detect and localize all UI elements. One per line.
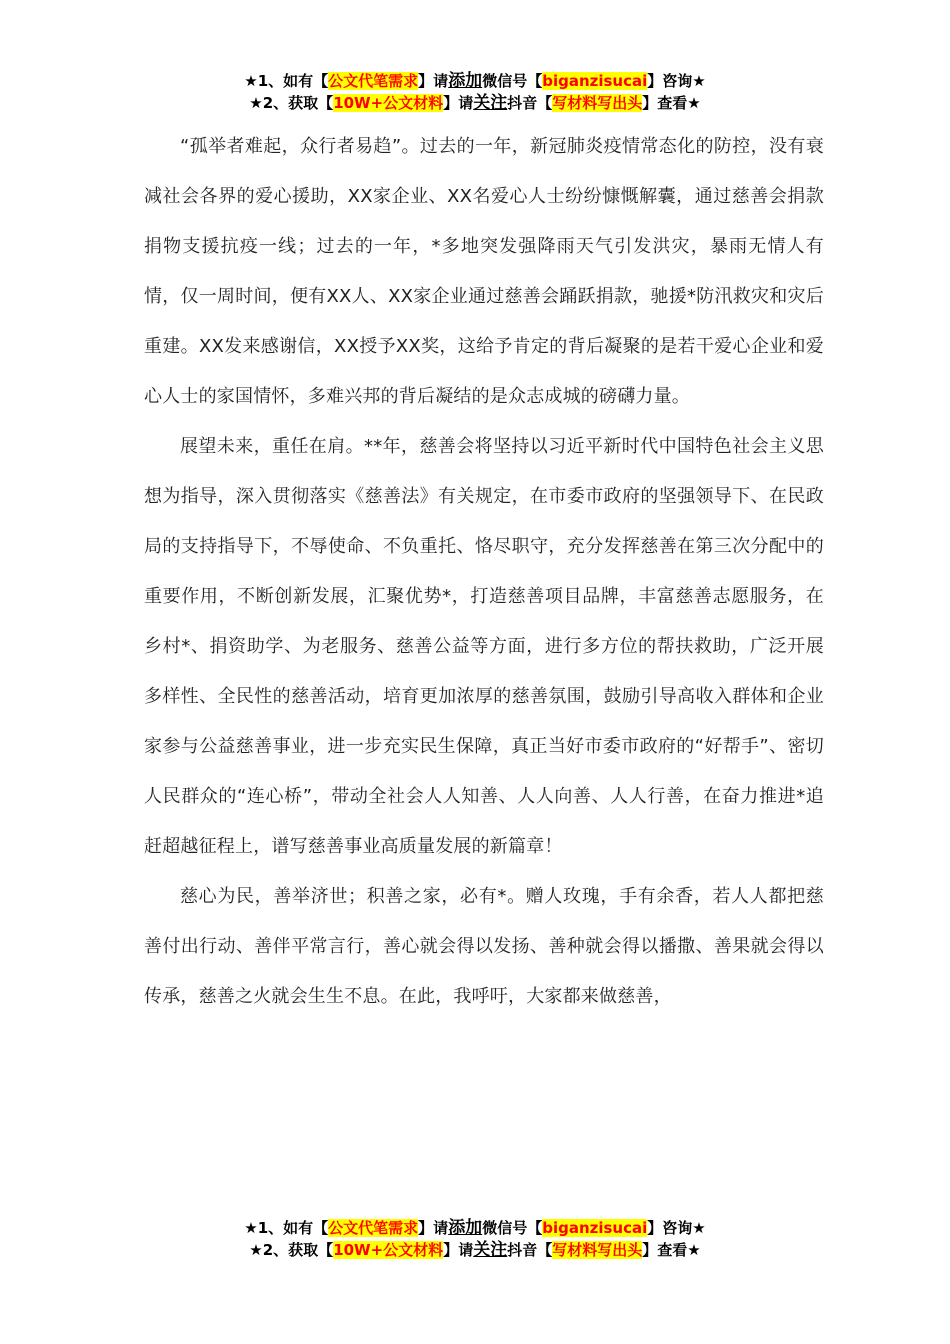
banner-text: 】查看★ <box>642 94 701 112</box>
banner-emphasis: 添加 <box>448 1218 483 1238</box>
banner-line-1 <box>0 70 950 92</box>
banner-text: 】请 <box>443 1241 474 1259</box>
banner-text: 】咨询★ <box>647 1219 706 1237</box>
document-body <box>144 122 824 1022</box>
banner-text: ★2、获取【 <box>249 94 334 112</box>
banner-line-2 <box>0 1239 950 1261</box>
footer-banner <box>0 1217 950 1261</box>
banner-text: ★2、获取【 <box>249 1241 334 1259</box>
highlight-ghostwriting: 公文代笔需求 <box>328 1219 419 1237</box>
banner-text: 微信号【 <box>482 1219 543 1237</box>
highlight-wechat-id: biganzisucai <box>542 72 648 90</box>
banner-text: ★1、如有【 <box>244 1219 329 1237</box>
banner-text: 】咨询★ <box>647 72 706 90</box>
banner-line-2 <box>0 92 950 114</box>
highlight-wechat-id: biganzisucai <box>542 1219 648 1237</box>
highlight-materials: 10W+公文材料 <box>333 1241 444 1259</box>
banner-text: 抖音【 <box>507 94 553 112</box>
highlight-ghostwriting: 公文代笔需求 <box>328 72 419 90</box>
banner-text: 】查看★ <box>642 1241 701 1259</box>
highlight-douyin-account: 写材料写出头 <box>552 1241 643 1259</box>
banner-emphasis: 关注 <box>473 1240 508 1260</box>
banner-text: 】请 <box>443 94 474 112</box>
banner-line-1 <box>0 1217 950 1239</box>
banner-emphasis: 关注 <box>473 93 508 113</box>
header-banner <box>0 70 950 114</box>
banner-text: 】请 <box>418 72 449 90</box>
banner-text: 抖音【 <box>507 1241 553 1259</box>
highlight-douyin-account: 写材料写出头 <box>552 94 643 112</box>
banner-text: ★1、如有【 <box>244 72 329 90</box>
paragraph-1: “孤举者难起，众行者易趋”。过去的一年，新冠肺炎疫情常态化的防控，没有衰减社会各界的爱心援助，XX家企业、XX名爱心人士纷纷慷慨解囊，通过慈善会捐款捐物支援抗疫一线；过去的一年，*多地突发强降雨天气引发洪灾，暴雨无情人有情，仅一周时间，便有XX人、XX家企业通过慈善会踊跃捐款，驰援*防汛救灾和灾后重建。XX发来感谢信，XX授予XX奖，这给予肯定的背后凝聚的是若干爱心企业和爱心人士的家国情怀，多难兴邦的背后凝结的是众志成城的磅礴力量。 <box>144 136 824 407</box>
banner-text: 】请 <box>418 1219 449 1237</box>
banner-text: 微信号【 <box>482 72 543 90</box>
banner-emphasis: 添加 <box>448 71 483 91</box>
paragraph-3: 慈心为民，善举济世；积善之家，必有*。赠人玫瑰，手有余香，若人人都把慈善付出行动、善伴平常言行，善心就会得以发扬、善种就会得以播撒、善果就会得以传承，慈善之火就会生生不息。在此，我呼吁，大家都来做慈善， <box>144 886 824 1007</box>
highlight-materials: 10W+公文材料 <box>333 94 444 112</box>
paragraph-2: 展望未来，重任在肩。**年，慈善会将坚持以习近平新时代中国特色社会主义思想为指导，深入贯彻落实《慈善法》有关规定，在市委市政府的坚强领导下、在民政局的支持指导下，不辱使命、不负重托、恪尽职守，充分发挥慈善在第三次分配中的重要作用，不断创新发展，汇聚优势*，打造慈善项目品牌，丰富慈善志愿服务，在乡村*、捐资助学、为老服务、慈善公益等方面，进行多方位的帮扶救助，广泛开展多样性、全民性的慈善活动，培育更加浓厚的慈善氛围，鼓励引导高收入群体和企业家参与公益慈善事业，进一步充实民生保障，真正当好市委市政府的“好帮手”、密切人民群众的“连心桥”，带动全社会人人知善、人人向善、人人行善，在奋力推进*追赶超越征程上，谱写慈善事业高质量发展的新篇章！ <box>144 436 824 857</box>
